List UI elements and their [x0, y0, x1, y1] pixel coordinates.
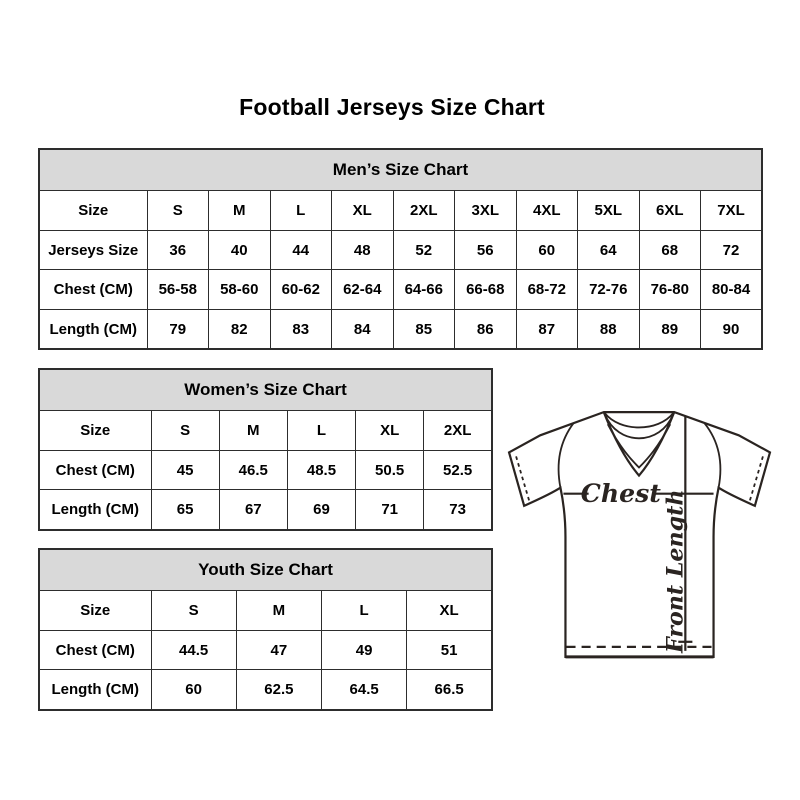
value-cell: 45	[151, 450, 219, 490]
chest-label: Chest	[580, 477, 661, 508]
value-cell: 68-72	[516, 270, 578, 310]
row-label-cell: Size	[39, 591, 151, 631]
value-cell: 90	[701, 310, 763, 350]
value-cell: 52	[393, 230, 455, 270]
table-row	[39, 591, 492, 631]
value-cell: L	[322, 591, 407, 631]
value-cell: 73	[424, 490, 492, 530]
table-row	[39, 191, 762, 231]
table-title: Men’s Size Chart	[39, 149, 762, 191]
row-label-cell: Chest (CM)	[39, 270, 147, 310]
front-length-label: Front Length	[662, 489, 689, 654]
value-cell: 5XL	[578, 191, 640, 231]
value-cell: 64.5	[322, 670, 407, 710]
value-cell: 60-62	[270, 270, 332, 310]
value-cell: 50.5	[356, 450, 424, 490]
table-row	[39, 230, 762, 270]
row-label-cell: Chest (CM)	[39, 630, 151, 670]
value-cell: 44	[270, 230, 332, 270]
value-cell: 72	[701, 230, 763, 270]
table-row	[39, 270, 762, 310]
row-label-cell: Chest (CM)	[39, 450, 151, 490]
value-cell: 49	[322, 630, 407, 670]
table-row	[39, 411, 492, 451]
table-title: Youth Size Chart	[39, 549, 492, 591]
value-cell: 48.5	[287, 450, 355, 490]
value-cell: L	[287, 411, 355, 451]
row-label-cell: Jerseys Size	[39, 230, 147, 270]
table-row	[39, 490, 492, 530]
table-row	[39, 450, 492, 490]
jersey-outline	[509, 412, 770, 657]
youth-size-table	[38, 548, 493, 711]
table-title-row	[39, 549, 492, 591]
value-cell: 2XL	[393, 191, 455, 231]
value-cell: 36	[147, 230, 209, 270]
jersey-measurement-diagram	[503, 398, 775, 670]
value-cell: 85	[393, 310, 455, 350]
value-cell: 56-58	[147, 270, 209, 310]
value-cell: S	[151, 411, 219, 451]
value-cell: S	[147, 191, 209, 231]
value-cell: 83	[270, 310, 332, 350]
value-cell: 79	[147, 310, 209, 350]
value-cell: 76-80	[639, 270, 701, 310]
value-cell: 72-76	[578, 270, 640, 310]
value-cell: 46.5	[219, 450, 287, 490]
value-cell: 60	[516, 230, 578, 270]
value-cell: 64-66	[393, 270, 455, 310]
value-cell: 60	[151, 670, 236, 710]
value-cell: 44.5	[151, 630, 236, 670]
row-label-cell: Length (CM)	[39, 490, 151, 530]
value-cell: M	[219, 411, 287, 451]
value-cell: XL	[356, 411, 424, 451]
value-cell: 47	[236, 630, 321, 670]
table-title: Women’s Size Chart	[39, 369, 492, 411]
value-cell: 66.5	[407, 670, 492, 710]
value-cell: 87	[516, 310, 578, 350]
value-cell: 3XL	[455, 191, 517, 231]
womens-size-table	[38, 368, 493, 531]
mens-size-table	[38, 148, 763, 350]
row-label-cell: Size	[39, 191, 147, 231]
value-cell: 40	[209, 230, 271, 270]
value-cell: 66-68	[455, 270, 517, 310]
row-label-cell: Length (CM)	[39, 670, 151, 710]
value-cell: S	[151, 591, 236, 631]
value-cell: 65	[151, 490, 219, 530]
value-cell: XL	[407, 591, 492, 631]
value-cell: 7XL	[701, 191, 763, 231]
value-cell: XL	[332, 191, 394, 231]
value-cell: 62.5	[236, 670, 321, 710]
value-cell: 69	[287, 490, 355, 530]
value-cell: 58-60	[209, 270, 271, 310]
table-title-row	[39, 149, 762, 191]
value-cell: M	[209, 191, 271, 231]
table-row	[39, 670, 492, 710]
table-title-row	[39, 369, 492, 411]
value-cell: 6XL	[639, 191, 701, 231]
row-label-cell: Size	[39, 411, 151, 451]
value-cell: L	[270, 191, 332, 231]
value-cell: 64	[578, 230, 640, 270]
value-cell: 67	[219, 490, 287, 530]
value-cell: 4XL	[516, 191, 578, 231]
page-title: Football Jerseys Size Chart	[239, 94, 545, 120]
value-cell: 71	[356, 490, 424, 530]
value-cell: 82	[209, 310, 271, 350]
value-cell: 88	[578, 310, 640, 350]
value-cell: 2XL	[424, 411, 492, 451]
value-cell: 52.5	[424, 450, 492, 490]
table-row	[39, 310, 762, 350]
value-cell: 68	[639, 230, 701, 270]
value-cell: 51	[407, 630, 492, 670]
value-cell: 89	[639, 310, 701, 350]
value-cell: 56	[455, 230, 517, 270]
value-cell: 80-84	[701, 270, 763, 310]
value-cell: 84	[332, 310, 394, 350]
value-cell: 48	[332, 230, 394, 270]
row-label-cell: Length (CM)	[39, 310, 147, 350]
table-row	[39, 630, 492, 670]
value-cell: M	[236, 591, 321, 631]
value-cell: 62-64	[332, 270, 394, 310]
value-cell: 86	[455, 310, 517, 350]
